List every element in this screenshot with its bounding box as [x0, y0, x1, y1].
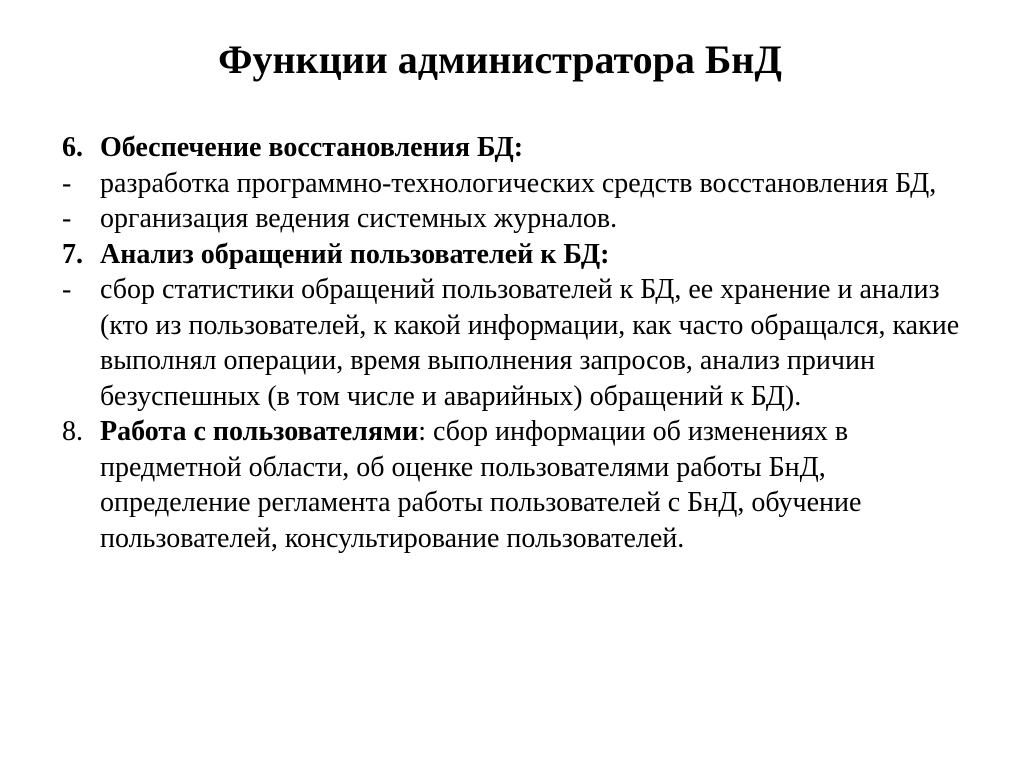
- list-item-text: : сбор информации об изменениях в предметной области, об оценке пользователями работы БнД, определение регламента работы пользователей с БнД, обучение пользователей, консультирование пользователей.: [100, 416, 862, 554]
- section-6-bullet-1: [62, 166, 982, 202]
- list-marker: 8.: [62, 416, 83, 447]
- list-item-text: разработка программно-технологических средств восстановления БД,: [100, 167, 937, 199]
- section-6-bullet-2: [62, 201, 982, 237]
- list-item-text: Анализ обращений пользователей к БД:: [100, 238, 610, 270]
- list-marker: 7.: [62, 238, 83, 270]
- section-6-heading: [62, 130, 982, 166]
- list-item-text: Обеспечение восстановления БД:: [100, 132, 524, 163]
- list-marker: -: [62, 274, 72, 305]
- section-8-paragraph: [62, 414, 982, 556]
- list-item-text: сбор статистики обращений пользователей к БД, ее хранение и анализ (кто из пользователей, к какой информации, как часто обращался, какие выполнял операции, время выполнения запросов, анализ причин безуспешных (в том числе и аварийных) обращений к БД).: [100, 274, 960, 412]
- list-item-text: организация ведения системных журналов.: [100, 203, 618, 234]
- section-7-bullet-1: [62, 272, 982, 414]
- section-7-heading: [62, 237, 982, 273]
- list-marker: -: [62, 203, 72, 234]
- list-marker: -: [62, 167, 72, 199]
- list-marker: 6.: [62, 132, 83, 163]
- slide-title: Функции администратора БнД: [218, 37, 782, 82]
- section-8-heading: Работа с пользователями: [100, 416, 419, 447]
- slide-body: [62, 130, 982, 556]
